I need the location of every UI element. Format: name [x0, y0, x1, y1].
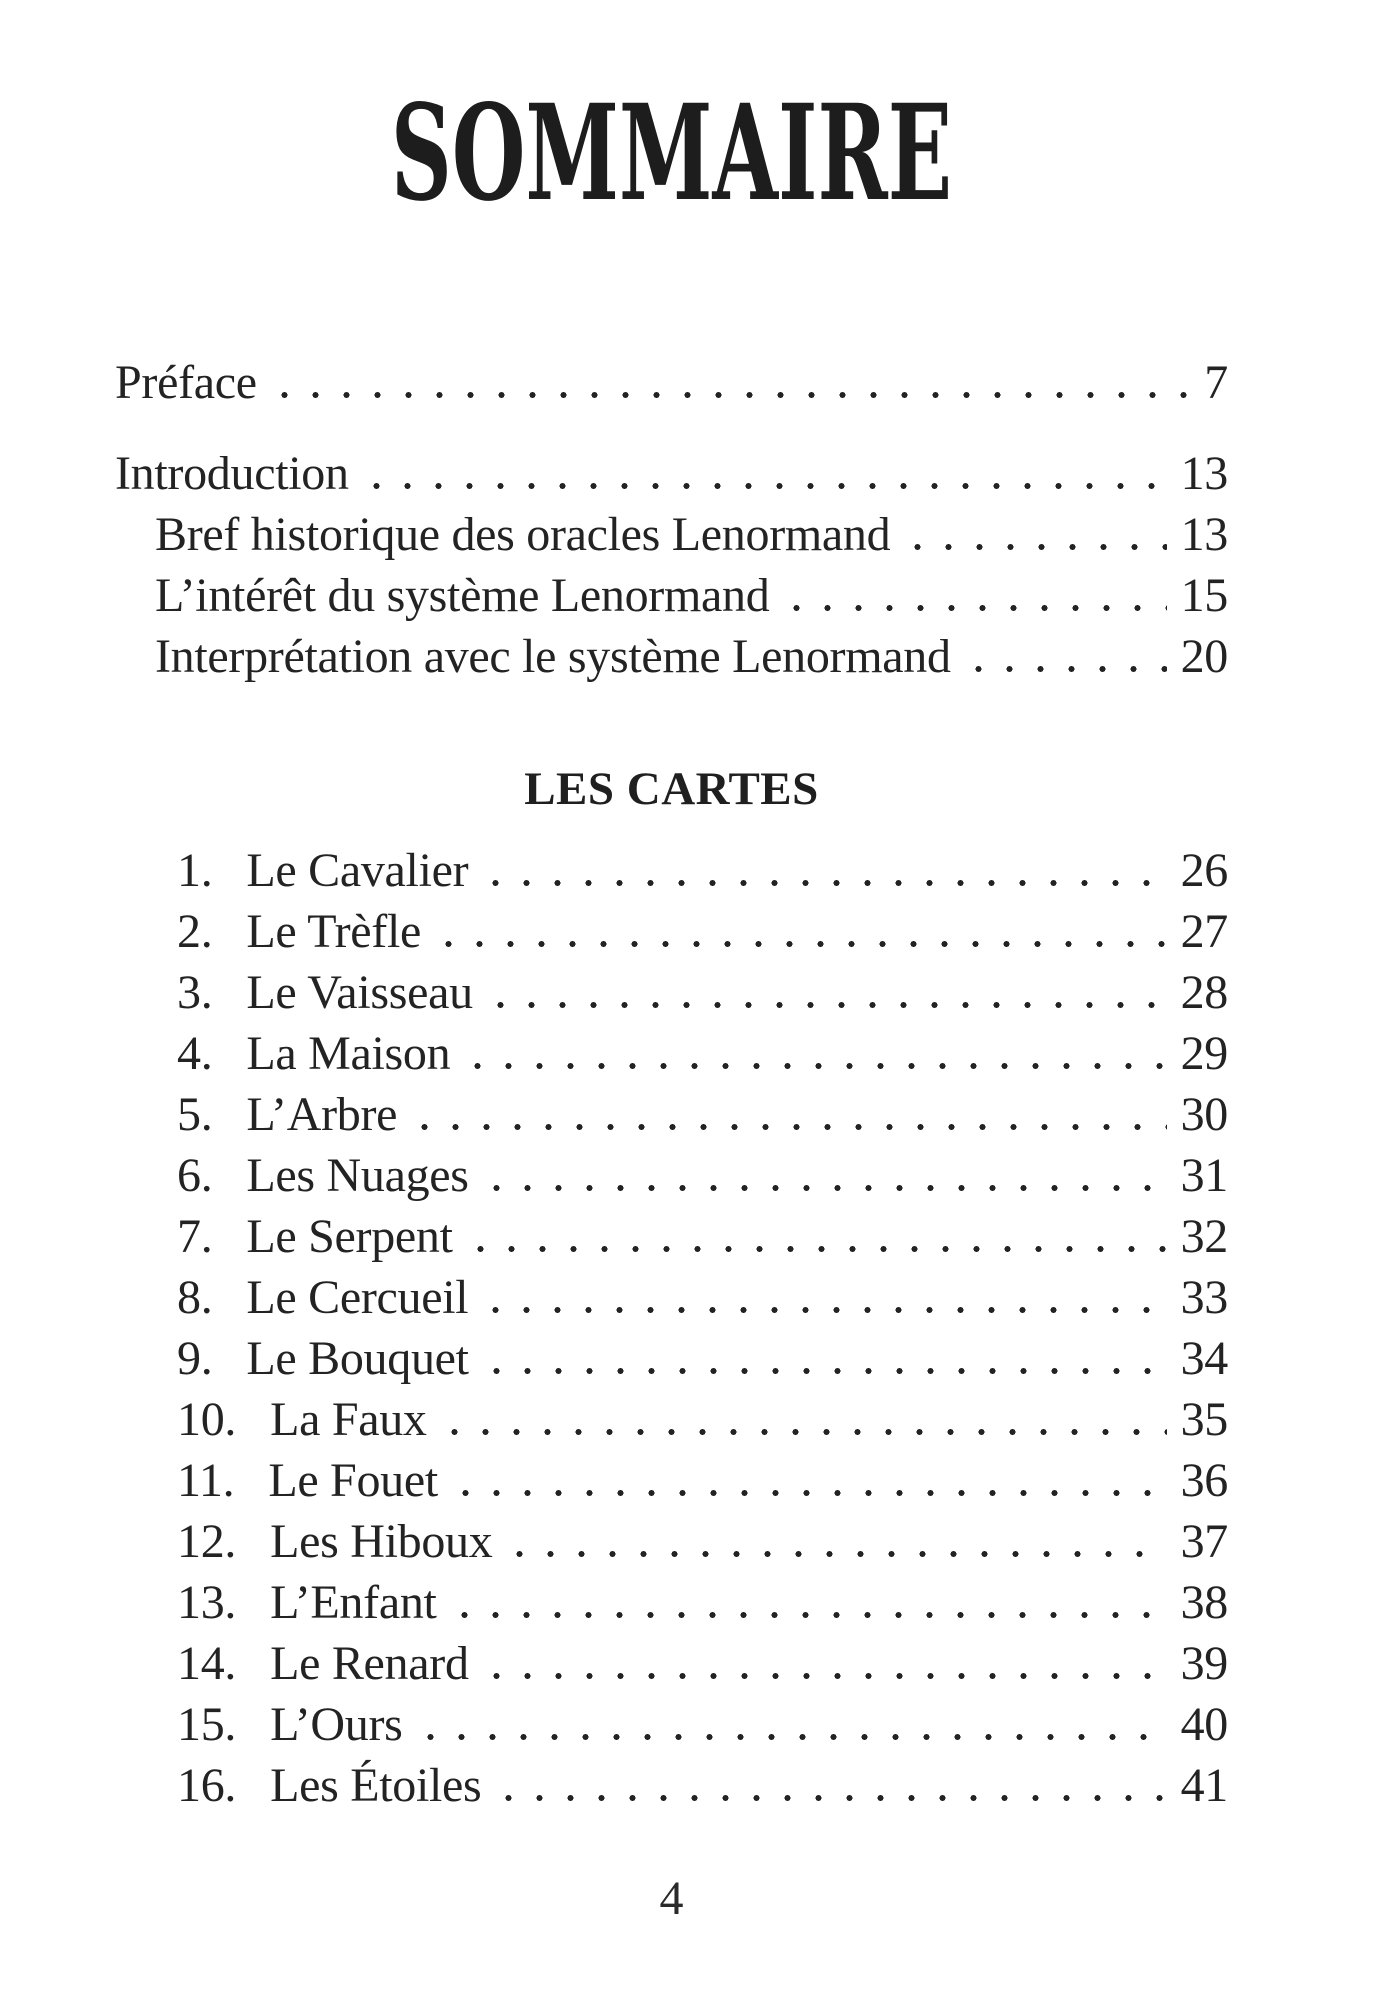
toc-entry-label: L’Ours	[270, 1698, 403, 1751]
toc-entry-number: 9.	[177, 1332, 213, 1385]
toc-entry-page: 35	[1180, 1393, 1228, 1446]
toc-entry-label: Interprétation avec le système Lenormand	[155, 630, 951, 683]
toc-entry	[115, 1206, 1228, 1267]
section-heading-les-cartes: LES CARTES	[524, 763, 819, 815]
toc-entry-page: 33	[1180, 1271, 1228, 1324]
toc-entry-label: Le Fouet	[268, 1454, 438, 1507]
toc-entry	[115, 443, 1228, 504]
toc-entry-label: L’intérêt du système Lenormand	[155, 569, 770, 622]
toc-entry	[115, 901, 1228, 962]
text-column	[115, 0, 1228, 1998]
toc-entry-label: La Faux	[270, 1393, 427, 1446]
toc-entry	[115, 962, 1228, 1023]
toc-entry-number: 16.	[177, 1759, 237, 1812]
toc-entry	[115, 1145, 1228, 1206]
toc-entry-page: 13	[1180, 447, 1228, 500]
toc-entry-page: 13	[1180, 508, 1228, 561]
toc-entry-page: 38	[1180, 1576, 1228, 1629]
dot-leader	[781, 565, 1166, 626]
toc-entry-number: 2.	[177, 905, 213, 958]
toc-entry-page: 28	[1180, 966, 1228, 1019]
toc-entry	[115, 1450, 1228, 1511]
toc-entry-number: 5.	[177, 1088, 213, 1141]
toc-entry	[115, 1511, 1228, 1572]
toc-entry-label: Le Cercueil	[246, 1271, 469, 1324]
toc-entry-page: 26	[1180, 844, 1228, 897]
dot-leader	[480, 1267, 1166, 1328]
toc-entry-page: 34	[1180, 1332, 1228, 1385]
toc-entry-page: 37	[1180, 1515, 1228, 1568]
dot-leader	[902, 504, 1166, 565]
toc-entry-number: 6.	[177, 1149, 213, 1202]
toc-entry-label: Le Serpent	[246, 1210, 453, 1263]
toc-entry-number: 14.	[177, 1637, 237, 1690]
dot-leader	[450, 1450, 1167, 1511]
dot-leader	[449, 1572, 1167, 1633]
toc-entry-page: 41	[1180, 1759, 1228, 1812]
dot-leader	[439, 1389, 1167, 1450]
toc-entry-label: Bref historique des oracles Lenormand	[155, 508, 891, 561]
toc-entry	[115, 1633, 1228, 1694]
toc-entry	[115, 1084, 1228, 1145]
toc-entry-page: 29	[1180, 1027, 1228, 1080]
page-title: SOMMAIRE	[390, 76, 953, 231]
toc-entry	[115, 565, 1228, 626]
toc-entry-number: 12.	[177, 1515, 237, 1568]
toc-entry-page: 30	[1180, 1088, 1228, 1141]
toc-entry-label: La Maison	[246, 1027, 451, 1080]
toc-entry	[115, 1389, 1228, 1450]
toc-entry	[115, 626, 1228, 687]
toc-entry-page: 27	[1180, 905, 1228, 958]
toc-entry-number: 15.	[177, 1698, 237, 1751]
toc-cards-section	[115, 840, 1228, 1816]
dot-leader	[480, 840, 1166, 901]
toc-entry	[115, 1755, 1228, 1816]
toc-entry-label: Le Trèfle	[246, 905, 422, 958]
toc-entry	[115, 1694, 1228, 1755]
toc-entry-label: Le Vaisseau	[246, 966, 473, 1019]
toc-entry	[115, 1023, 1228, 1084]
toc-entry-page: 36	[1180, 1454, 1228, 1507]
toc-front-section	[115, 352, 1228, 687]
toc-entry	[115, 1328, 1228, 1389]
dot-leader	[361, 443, 1167, 504]
toc-entry-page: 40	[1180, 1698, 1228, 1751]
toc-entry	[115, 504, 1228, 565]
dot-leader	[462, 1023, 1166, 1084]
toc-entry	[115, 1267, 1228, 1328]
toc-entry-number: 3.	[177, 966, 213, 1019]
toc-entry-label: Préface	[115, 356, 257, 409]
toc-entry-page: 7	[1204, 356, 1228, 409]
toc-entry-label: Le Cavalier	[246, 844, 469, 897]
toc-entry	[115, 840, 1228, 901]
dot-leader	[481, 1328, 1167, 1389]
toc-entry	[115, 352, 1228, 413]
toc-entry-page: 39	[1180, 1637, 1228, 1690]
toc-entry-label: Les Étoiles	[270, 1759, 482, 1812]
toc-entry	[115, 1572, 1228, 1633]
dot-leader	[481, 1633, 1167, 1694]
dot-leader	[269, 352, 1191, 413]
folio-page-number: 4	[659, 1872, 684, 1925]
dot-leader	[415, 1694, 1167, 1755]
toc-entry-label: Les Hiboux	[270, 1515, 493, 1568]
toc-entry-number: 7.	[177, 1210, 213, 1263]
dot-leader	[485, 962, 1167, 1023]
toc-entry-label: Le Renard	[270, 1637, 469, 1690]
dot-leader	[963, 626, 1167, 687]
toc-entry-number: 10.	[177, 1393, 237, 1446]
toc-entry-page: 20	[1180, 630, 1228, 683]
toc-entry-page: 31	[1180, 1149, 1228, 1202]
dot-leader	[409, 1084, 1166, 1145]
toc-entry-number: 4.	[177, 1027, 213, 1080]
dot-leader	[465, 1206, 1167, 1267]
toc-entry-label: Introduction	[115, 447, 349, 500]
dot-leader	[504, 1511, 1166, 1572]
toc-entry-number: 13.	[177, 1576, 237, 1629]
toc-entry-label: Le Bouquet	[246, 1332, 469, 1385]
dot-leader	[481, 1145, 1167, 1206]
toc-entry-page: 15	[1180, 569, 1228, 622]
toc-entry-page: 32	[1180, 1210, 1228, 1263]
toc-entry-label: L’Arbre	[246, 1088, 398, 1141]
toc-entry-label: L’Enfant	[270, 1576, 437, 1629]
toc-entry-number: 1.	[177, 844, 213, 897]
toc-entry-number: 11.	[177, 1454, 235, 1507]
toc-entry-number: 8.	[177, 1271, 213, 1324]
dot-leader	[493, 1755, 1166, 1816]
dot-leader	[433, 901, 1167, 962]
toc-entry-label: Les Nuages	[246, 1149, 469, 1202]
